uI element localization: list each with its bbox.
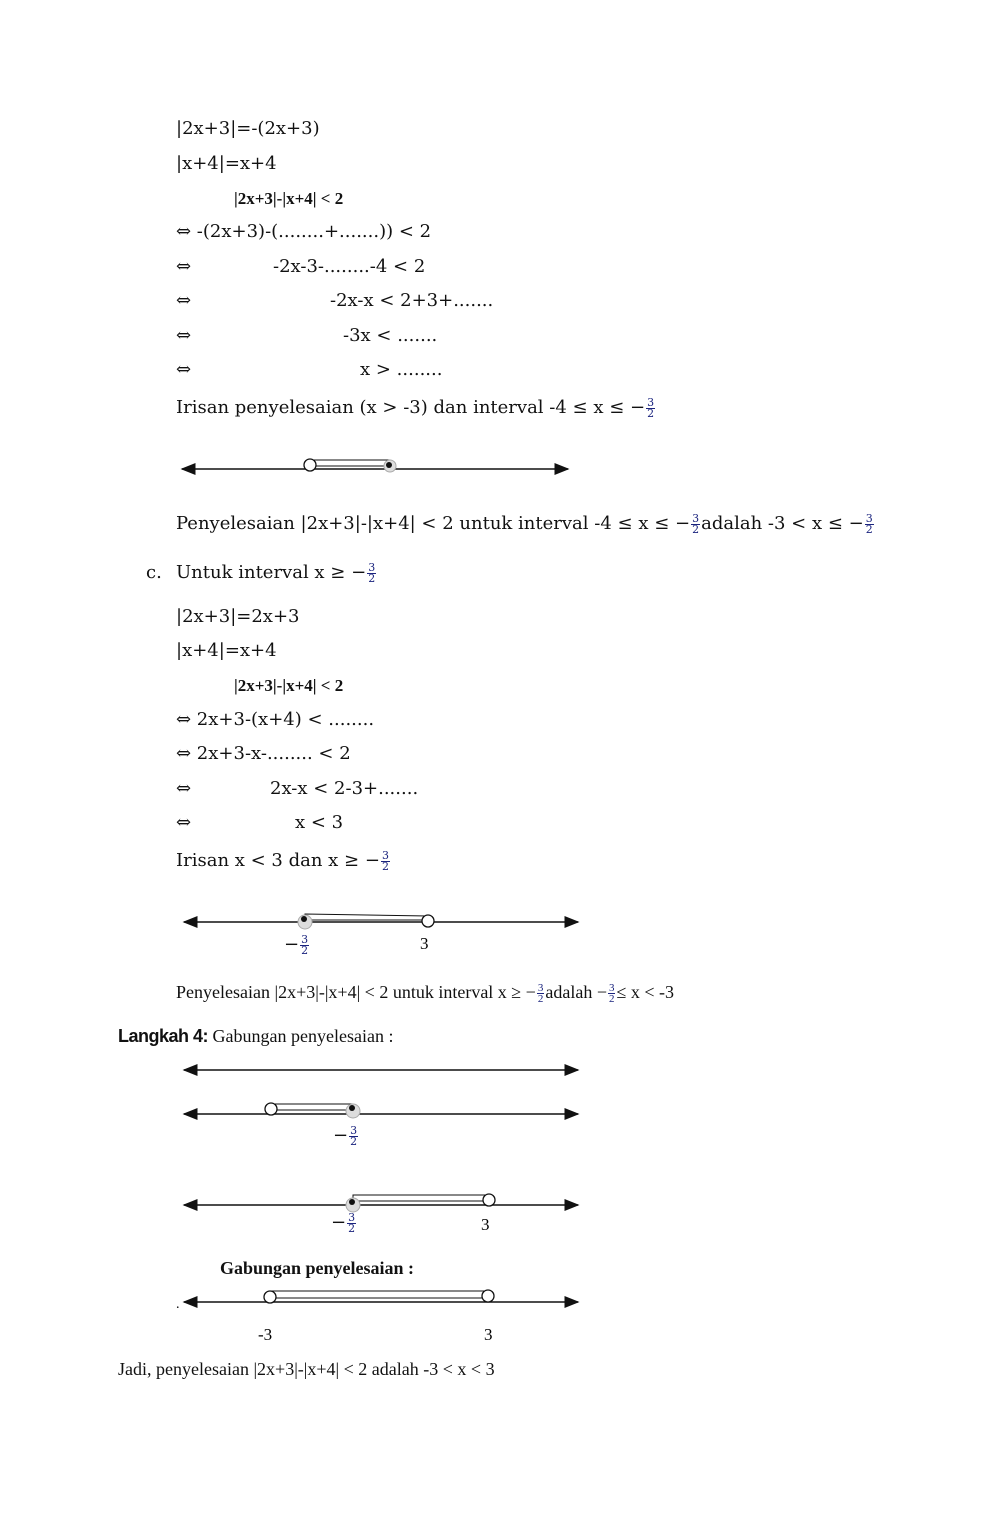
step-2: ⇔ 2x+3-x-........ < 2	[176, 743, 351, 764]
tick-label-minus3: -3	[258, 1325, 273, 1344]
step-5: x > ........	[360, 359, 443, 380]
step-5-symbol: ⇔	[176, 359, 192, 380]
number-line-b	[182, 459, 568, 472]
step-2-symbol: ⇔	[176, 256, 192, 277]
step-3: 2x-x < 2-3+.......	[270, 778, 419, 799]
step-2: -2x-3-........-4 < 2	[273, 256, 426, 277]
open-dot	[483, 1194, 495, 1206]
final-union-line	[176, 1290, 578, 1344]
section-c-title: Untuk interval x ≥ − $\frac{3}{2}$	[176, 560, 376, 585]
step-3-symbol: ⇔	[176, 778, 192, 799]
inequality-title: |2x+3|-|x+4| < 2	[234, 676, 344, 695]
step-1: ⇔ 2x+3-(x+4) < ........	[176, 709, 375, 730]
step-4-symbol: ⇔	[176, 325, 192, 346]
step-1: ⇔ -(2x+3)-(........+.......)) < 2	[176, 221, 432, 242]
stray-dot: .	[176, 1297, 180, 1312]
number-line-c	[184, 914, 578, 953]
tick-label-3: 3	[481, 1215, 490, 1234]
step-4-symbol: ⇔	[176, 812, 192, 833]
step-3-symbol: ⇔	[176, 290, 192, 311]
irisan-text: Irisan penyelesaian (x > -3) dan interval -4 ≤ x ≤ − $\frac{3}{2}$	[176, 395, 655, 420]
tick-label-neg-fraction: − $\frac{3}{2}$	[333, 1123, 358, 1148]
open-dot	[482, 1290, 494, 1302]
inequality-title: |2x+3|-|x+4| < 2	[234, 189, 344, 208]
irisan-text: Irisan x < 3 dan x ≥ − $\frac{3}{2}$	[176, 848, 389, 873]
open-dot	[264, 1291, 276, 1303]
closed-dot	[349, 1199, 355, 1205]
abs-eq-1: |2x+3|=-(2x+3)	[176, 118, 320, 139]
section-c-label: c.	[146, 562, 162, 583]
step-3: -2x-x < 2+3+.......	[330, 290, 494, 311]
closed-dot	[349, 1105, 355, 1111]
closed-dot	[301, 916, 307, 922]
tick-label-neg-fraction: − $\frac{3}{2}$	[284, 932, 309, 957]
langkah-4-heading: Langkah 4: Gabungan penyelesaian :	[118, 1026, 394, 1046]
solution-b: Penyelesaian |2x+3|-|x+4| < 2 untuk interval -4 ≤ x ≤ − $\frac{3}{2}$ adalah -3 < x ≤ − $\frac{3}{2}$	[176, 511, 873, 536]
union-line-3	[184, 1194, 578, 1234]
fraction: $\frac{3}{2}$	[865, 511, 873, 536]
fraction: $\frac{3}{2}$	[381, 848, 389, 873]
union-line-2	[184, 1103, 578, 1118]
closed-dot	[386, 462, 392, 468]
abs-eq-1: |2x+3|=2x+3	[176, 606, 300, 627]
open-dot	[304, 459, 316, 471]
open-dot	[422, 915, 434, 927]
conclusion: Jadi, penyelesaian |2x+3|-|x+4| < 2 adalah -3 < x < 3	[118, 1359, 495, 1379]
tick-label-3: 3	[420, 934, 429, 953]
fraction: $\frac{3}{2}$	[692, 511, 700, 536]
fraction: $\frac{3}{2}$	[368, 560, 376, 585]
fraction: $\frac{3}{2}$	[537, 982, 544, 1006]
abs-eq-2: |x+4|=x+4	[176, 640, 277, 661]
solution-c: Penyelesaian |2x+3|-|x+4| < 2 untuk interval x ≥ − $\frac{3}{2}$ adalah − $\frac{3}{2}$ ≤ x < -3	[176, 982, 674, 1006]
tick-label-3: 3	[484, 1325, 493, 1344]
open-dot	[265, 1103, 277, 1115]
abs-eq-2: |x+4|=x+4	[176, 153, 277, 174]
step-4: x < 3	[295, 812, 344, 833]
gabungan-title: Gabungan penyelesaian :	[220, 1258, 415, 1278]
fraction: $\frac{3}{2}$	[608, 982, 615, 1006]
fraction: $\frac{3}{2}$	[647, 395, 655, 420]
step-4: -3x < .......	[343, 325, 438, 346]
tick-label-neg-fraction: − $\frac{3}{2}$	[331, 1210, 356, 1235]
